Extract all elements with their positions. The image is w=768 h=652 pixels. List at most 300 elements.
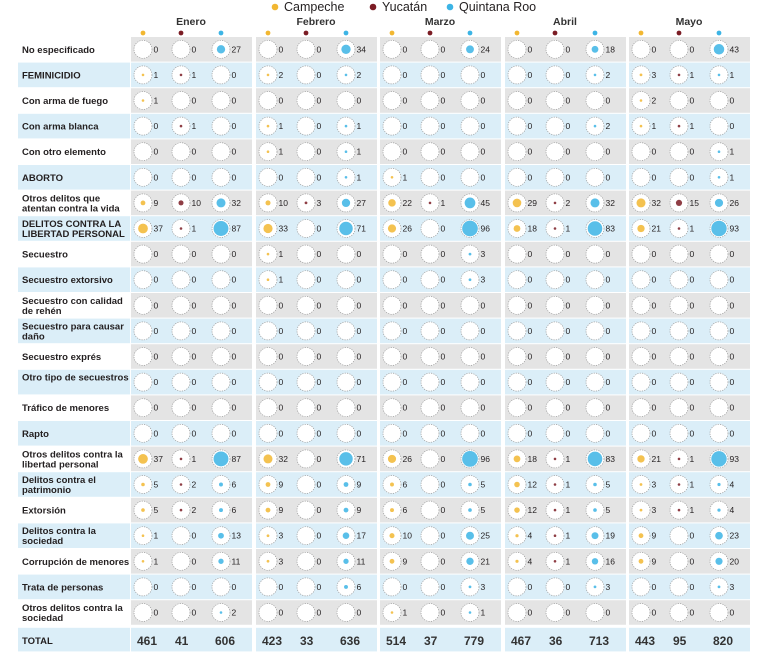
value-label-2-0-0: 1: [153, 95, 159, 106]
value-label-5-2-1: 0: [440, 172, 446, 183]
value-label-17-3-2: 5: [605, 479, 611, 490]
value-ring-14-1-0: [259, 399, 277, 417]
value-label-0-1-0: 0: [278, 44, 284, 55]
value-bubble-1-0-1: [180, 74, 183, 77]
value-bubble-1-4-1: [678, 74, 681, 77]
value-label-3-3-2: 2: [605, 121, 611, 132]
value-label-10-0-0: 0: [153, 300, 159, 311]
value-label-18-0-0: 5: [153, 505, 159, 516]
total-value-1-2: 636: [340, 633, 361, 648]
value-label-21-0-2: 0: [231, 581, 237, 592]
value-bubble-6-1-2: [342, 199, 350, 207]
series-dot-3-1: [553, 31, 558, 36]
value-ring-11-2-2: [461, 322, 479, 340]
value-ring-13-1-2: [337, 373, 355, 391]
value-ring-19-0-1: [172, 527, 190, 545]
value-label-21-4-0: 0: [651, 581, 657, 592]
value-bubble-6-4-1: [676, 200, 682, 206]
value-ring-10-4-0: [632, 296, 650, 314]
value-bubble-7-3-2: [588, 221, 603, 236]
value-bubble-6-2-1: [429, 202, 432, 205]
value-label-17-3-0: 12: [527, 479, 537, 490]
value-label-21-3-2: 3: [605, 581, 611, 592]
value-label-20-4-2: 20: [729, 556, 739, 567]
value-label-3-2-2: 0: [480, 121, 486, 132]
value-label-7-4-0: 21: [651, 223, 661, 234]
value-ring-10-4-2: [710, 296, 728, 314]
value-label-14-3-1: 0: [565, 402, 571, 413]
value-label-10-2-2: 0: [480, 300, 486, 311]
value-ring-18-2-1: [421, 501, 439, 519]
value-ring-9-0-2: [212, 271, 230, 289]
value-label-8-1-1: 0: [316, 249, 322, 260]
value-label-1-2-1: 0: [440, 69, 446, 80]
value-label-18-2-0: 6: [402, 505, 408, 516]
value-bubble-7-1-2: [339, 222, 352, 235]
value-bubble-7-0-0: [138, 224, 148, 234]
value-label-2-0-2: 0: [231, 95, 237, 106]
row-label-20: Corrupción de menores: [22, 556, 130, 568]
value-label-4-1-1: 0: [316, 146, 322, 157]
value-ring-5-3-2: [586, 168, 604, 186]
value-label-5-2-2: 0: [480, 172, 486, 183]
value-label-1-4-2: 1: [729, 69, 735, 80]
value-bubble-17-2-0: [390, 483, 394, 487]
value-label-18-4-2: 4: [729, 505, 735, 516]
value-label-10-1-1: 0: [316, 300, 322, 311]
value-ring-12-4-1: [670, 348, 688, 366]
value-ring-14-0-0: [134, 399, 152, 417]
value-label-3-0-0: 0: [153, 121, 159, 132]
value-ring-13-3-2: [586, 373, 604, 391]
value-bubble-7-1-0: [263, 224, 272, 233]
value-label-19-3-0: 4: [527, 530, 533, 541]
value-label-2-4-2: 0: [729, 95, 735, 106]
value-label-15-3-2: 0: [605, 428, 611, 439]
value-label-12-3-0: 0: [527, 351, 533, 362]
value-label-12-0-2: 0: [231, 351, 237, 362]
value-bubble-1-0-0: [142, 74, 145, 77]
value-bubble-18-3-2: [593, 508, 597, 512]
value-ring-11-1-1: [297, 322, 315, 340]
value-ring-8-0-0: [134, 245, 152, 263]
value-label-17-4-0: 3: [651, 479, 657, 490]
value-bubble-16-4-1: [678, 458, 681, 461]
value-label-6-2-0: 22: [402, 197, 412, 208]
value-ring-22-4-1: [670, 604, 688, 622]
value-label-22-4-1: 0: [689, 607, 695, 618]
value-bubble-19-3-2: [592, 532, 599, 539]
value-label-21-3-0: 0: [527, 581, 533, 592]
value-label-0-1-1: 0: [316, 44, 322, 55]
value-label-4-1-2: 1: [356, 146, 362, 157]
value-label-22-2-0: 1: [402, 607, 408, 618]
value-label-1-0-0: 1: [153, 69, 159, 80]
row-label-4: Con otro elemento: [22, 147, 106, 159]
value-ring-3-2-2: [461, 117, 479, 135]
value-label-7-4-1: 1: [689, 223, 695, 234]
value-ring-19-2-1: [421, 527, 439, 545]
value-label-12-3-1: 0: [565, 351, 571, 362]
value-bubble-16-0-0: [138, 454, 148, 464]
value-label-9-2-2: 3: [480, 274, 486, 285]
value-label-4-0-1: 0: [191, 146, 197, 157]
row-label-2: Con arma de fuego: [22, 96, 109, 107]
value-label-2-4-1: 0: [689, 95, 695, 106]
value-label-3-1-1: 0: [316, 121, 322, 132]
value-ring-4-1-1: [297, 143, 315, 161]
value-ring-2-1-1: [297, 92, 315, 110]
value-bubble-21-3-2: [594, 586, 597, 589]
value-bubble-4-4-2: [718, 150, 721, 153]
total-value-2-1: 37: [424, 633, 438, 648]
month-header-0: Enero: [176, 16, 206, 28]
value-label-16-2-0: 26: [402, 453, 412, 464]
value-bubble-7-4-0: [637, 225, 644, 232]
value-ring-9-1-1: [297, 271, 315, 289]
value-bubble-18-1-0: [266, 508, 271, 513]
value-label-19-0-2: 13: [231, 530, 241, 541]
value-label-15-3-1: 0: [565, 428, 571, 439]
value-bubble-20-2-2: [466, 558, 473, 565]
month-header-2: Marzo: [424, 16, 456, 28]
value-label-15-4-0: 0: [651, 428, 657, 439]
value-bubble-7-2-2: [462, 221, 478, 237]
value-label-10-4-2: 0: [729, 300, 735, 311]
value-bubble-18-2-0: [390, 508, 394, 512]
value-ring-22-1-2: [337, 604, 355, 622]
value-ring-9-2-0: [383, 271, 401, 289]
value-label-9-0-2: 0: [231, 274, 237, 285]
row-label-12: Secuestro exprés: [22, 352, 102, 363]
value-bubble-21-4-2: [718, 586, 721, 589]
value-bubble-5-2-0: [391, 176, 394, 179]
value-label-7-1-0: 33: [278, 223, 288, 234]
value-ring-12-4-0: [632, 348, 650, 366]
value-label-5-1-0: 0: [278, 172, 284, 183]
value-label-8-4-1: 0: [689, 249, 695, 260]
value-label-14-2-2: 0: [480, 402, 486, 413]
value-ring-15-0-2: [212, 424, 230, 442]
value-ring-14-2-2: [461, 399, 479, 417]
value-label-4-4-1: 0: [689, 146, 695, 157]
value-label-13-3-0: 0: [527, 377, 533, 388]
value-bubble-18-4-0: [640, 509, 643, 512]
value-label-5-4-0: 0: [651, 172, 657, 183]
value-ring-15-1-1: [297, 424, 315, 442]
value-ring-5-4-0: [632, 168, 650, 186]
value-ring-2-4-1: [670, 92, 688, 110]
value-bubble-6-4-2: [715, 199, 723, 207]
value-ring-9-3-1: [546, 271, 564, 289]
value-bubble-19-0-2: [218, 533, 224, 539]
value-bubble-6-0-1: [178, 200, 183, 205]
value-label-5-3-2: 0: [605, 172, 611, 183]
value-bubble-18-1-2: [344, 508, 349, 513]
value-bubble-16-1-2: [339, 452, 352, 465]
row-label-15: Rapto: [22, 428, 49, 440]
value-label-7-3-0: 18: [527, 223, 537, 234]
total-label: TOTAL: [22, 635, 53, 647]
value-bubble-20-2-0: [390, 559, 395, 564]
value-label-16-4-1: 1: [689, 453, 695, 464]
value-ring-20-1-1: [297, 552, 315, 570]
value-ring-12-0-1: [172, 348, 190, 366]
series-dot-2-1: [428, 31, 433, 36]
value-label-4-1-0: 1: [278, 146, 284, 157]
value-ring-21-1-1: [297, 578, 315, 596]
value-label-19-1-2: 17: [356, 530, 366, 541]
value-ring-4-2-2: [461, 143, 479, 161]
value-ring-11-3-2: [586, 322, 604, 340]
value-label-2-3-1: 0: [565, 95, 571, 106]
value-label-21-1-0: 0: [278, 581, 284, 592]
value-label-11-0-1: 0: [191, 325, 197, 336]
legend-label-0: Campeche: [284, 0, 345, 14]
value-ring-14-1-2: [337, 399, 355, 417]
value-bubble-5-1-2: [345, 176, 348, 179]
value-label-16-2-2: 96: [480, 453, 490, 464]
value-label-1-1-1: 0: [316, 69, 322, 80]
value-label-7-2-0: 26: [402, 223, 412, 234]
value-ring-8-4-0: [632, 245, 650, 263]
value-label-22-2-2: 1: [480, 607, 486, 618]
value-ring-2-2-1: [421, 92, 439, 110]
value-ring-1-1-1: [297, 66, 315, 84]
value-label-12-0-0: 0: [153, 351, 159, 362]
value-bubble-18-0-0: [141, 508, 145, 512]
value-bubble-19-4-0: [639, 533, 644, 538]
value-label-8-4-2: 0: [729, 249, 735, 260]
value-label-21-1-1: 0: [316, 581, 322, 592]
value-label-6-2-1: 1: [440, 197, 446, 208]
value-label-6-4-2: 26: [729, 197, 739, 208]
value-ring-0-3-0: [508, 40, 526, 58]
row-label-7-a: DELITOS CONTRA LA: [22, 219, 122, 230]
value-ring-9-0-0: [134, 271, 152, 289]
value-label-20-3-0: 4: [527, 556, 533, 567]
value-label-9-1-2: 0: [356, 274, 362, 285]
value-bubble-1-1-0: [267, 74, 270, 77]
value-bubble-17-3-2: [593, 483, 597, 487]
value-label-9-0-1: 0: [191, 274, 197, 285]
value-label-20-2-2: 21: [480, 556, 490, 567]
value-ring-13-4-1: [670, 373, 688, 391]
value-bubble-21-2-2: [469, 586, 472, 589]
value-ring-9-0-1: [172, 271, 190, 289]
value-ring-3-3-0: [508, 117, 526, 135]
value-ring-14-4-2: [710, 399, 728, 417]
value-ring-0-2-0: [383, 40, 401, 58]
value-bubble-18-3-1: [554, 509, 557, 512]
value-ring-11-0-0: [134, 322, 152, 340]
value-label-10-4-0: 0: [651, 300, 657, 311]
value-label-21-2-2: 3: [480, 581, 486, 592]
value-label-11-4-1: 0: [689, 325, 695, 336]
value-label-13-1-0: 0: [278, 377, 284, 388]
value-label-2-2-1: 0: [440, 95, 446, 106]
value-ring-0-2-1: [421, 40, 439, 58]
value-bubble-1-3-2: [594, 74, 597, 77]
value-label-15-2-2: 0: [480, 428, 486, 439]
value-label-4-3-2: 0: [605, 146, 611, 157]
value-ring-4-4-0: [632, 143, 650, 161]
value-label-8-1-2: 0: [356, 249, 362, 260]
value-label-10-1-0: 0: [278, 300, 284, 311]
value-label-12-2-2: 0: [480, 351, 486, 362]
value-label-17-4-2: 4: [729, 479, 735, 490]
value-ring-11-4-1: [670, 322, 688, 340]
value-label-3-4-1: 1: [689, 121, 695, 132]
value-bubble-1-1-2: [345, 74, 348, 77]
value-ring-0-4-1: [670, 40, 688, 58]
value-label-10-2-1: 0: [440, 300, 446, 311]
value-ring-9-2-1: [421, 271, 439, 289]
value-ring-0-1-1: [297, 40, 315, 58]
total-value-3-1: 36: [549, 633, 563, 648]
value-ring-4-4-1: [670, 143, 688, 161]
value-label-15-2-0: 0: [402, 428, 408, 439]
value-label-14-3-0: 0: [527, 402, 533, 413]
value-label-0-1-2: 34: [356, 44, 366, 55]
value-ring-13-0-1: [172, 373, 190, 391]
value-label-2-4-0: 2: [651, 95, 657, 106]
value-label-6-4-1: 15: [689, 197, 699, 208]
value-label-22-3-1: 0: [565, 607, 571, 618]
value-label-15-0-1: 0: [191, 428, 197, 439]
value-ring-2-1-0: [259, 92, 277, 110]
value-ring-22-1-1: [297, 604, 315, 622]
value-bubble-0-0-2: [217, 45, 225, 53]
series-dot-0-0: [141, 31, 146, 36]
value-label-10-3-1: 0: [565, 300, 571, 311]
value-label-0-3-1: 0: [565, 44, 571, 55]
value-ring-11-2-0: [383, 322, 401, 340]
value-ring-12-0-0: [134, 348, 152, 366]
value-ring-1-2-1: [421, 66, 439, 84]
value-label-0-2-0: 0: [402, 44, 408, 55]
value-label-16-3-2: 83: [605, 453, 615, 464]
series-dot-0-1: [179, 31, 184, 36]
row-label-21: Trata de personas: [22, 582, 104, 594]
value-label-21-2-1: 0: [440, 581, 446, 592]
value-label-19-0-1: 0: [191, 530, 197, 541]
value-ring-2-2-2: [461, 92, 479, 110]
value-label-19-2-2: 25: [480, 530, 490, 541]
value-bubble-7-4-1: [678, 227, 681, 230]
value-label-21-1-2: 6: [356, 581, 362, 592]
value-label-20-1-1: 0: [316, 556, 322, 567]
value-label-10-2-0: 0: [402, 300, 408, 311]
value-bubble-3-3-2: [594, 125, 597, 128]
value-label-0-2-2: 24: [480, 44, 490, 55]
value-label-6-3-1: 2: [565, 197, 571, 208]
value-label-18-0-1: 2: [191, 505, 197, 516]
value-ring-13-2-0: [383, 373, 401, 391]
value-label-22-4-0: 0: [651, 607, 657, 618]
value-label-11-0-0: 0: [153, 325, 159, 336]
value-bubble-20-3-0: [515, 560, 518, 563]
value-label-9-3-0: 0: [527, 274, 533, 285]
value-label-13-3-2: 0: [605, 377, 611, 388]
value-ring-12-3-1: [546, 348, 564, 366]
value-label-18-4-1: 1: [689, 505, 695, 516]
value-ring-22-4-0: [632, 604, 650, 622]
value-bubble-7-4-2: [711, 221, 726, 236]
value-label-4-2-2: 0: [480, 146, 486, 157]
value-label-7-3-1: 1: [565, 223, 571, 234]
value-bubble-17-0-0: [141, 483, 145, 487]
value-label-12-0-1: 0: [191, 351, 197, 362]
value-label-13-0-2: 0: [231, 377, 237, 388]
value-label-19-2-0: 10: [402, 530, 412, 541]
value-label-4-2-1: 0: [440, 146, 446, 157]
total-value-1-0: 423: [262, 633, 283, 648]
value-ring-8-4-2: [710, 245, 728, 263]
row-label-13-a: Otro tipo de secuestros: [22, 372, 129, 384]
row-label-8: Secuestro: [22, 249, 68, 261]
value-ring-12-3-2: [586, 348, 604, 366]
value-bubble-17-2-2: [468, 483, 472, 487]
value-label-21-0-0: 0: [153, 581, 159, 592]
value-ring-8-1-1: [297, 245, 315, 263]
value-ring-2-3-2: [586, 92, 604, 110]
month-header-1: Febrero: [296, 16, 336, 28]
value-label-14-4-1: 0: [689, 402, 695, 413]
value-ring-13-0-0: [134, 373, 152, 391]
value-bubble-0-1-2: [341, 45, 350, 54]
value-bubble-0-2-2: [466, 45, 474, 53]
value-ring-9-4-0: [632, 271, 650, 289]
value-label-13-1-1: 0: [316, 377, 322, 388]
value-ring-5-1-0: [259, 168, 277, 186]
value-label-0-3-2: 18: [605, 44, 615, 55]
value-label-13-4-2: 0: [729, 377, 735, 388]
value-ring-19-1-1: [297, 527, 315, 545]
value-ring-4-3-1: [546, 143, 564, 161]
value-bubble-18-2-2: [468, 508, 472, 512]
value-bubble-3-1-2: [345, 125, 348, 128]
value-label-20-3-2: 16: [605, 556, 615, 567]
value-ring-10-0-2: [212, 296, 230, 314]
value-ring-10-2-2: [461, 296, 479, 314]
value-ring-5-4-1: [670, 168, 688, 186]
total-value-0-2: 606: [215, 633, 236, 648]
value-label-15-4-2: 0: [729, 428, 735, 439]
total-value-3-2: 713: [589, 633, 610, 648]
value-ring-14-2-1: [421, 399, 439, 417]
row-label-18: Extorsión: [22, 505, 66, 517]
value-label-20-0-2: 11: [231, 556, 241, 567]
value-bubble-19-4-2: [715, 532, 723, 540]
value-label-15-1-1: 0: [316, 428, 322, 439]
value-bubble-0-3-2: [592, 46, 599, 53]
value-label-16-3-0: 18: [527, 453, 537, 464]
value-bubble-7-2-0: [388, 224, 396, 232]
value-label-19-4-2: 23: [729, 530, 739, 541]
value-label-3-1-0: 1: [278, 121, 284, 132]
value-label-13-4-1: 0: [689, 377, 695, 388]
value-ring-2-2-0: [383, 92, 401, 110]
value-bubble-16-4-0: [637, 455, 644, 462]
series-dot-2-0: [390, 31, 395, 36]
value-label-17-0-2: 6: [231, 479, 237, 490]
value-ring-11-1-2: [337, 322, 355, 340]
value-ring-10-1-1: [297, 296, 315, 314]
value-ring-4-2-1: [421, 143, 439, 161]
value-label-12-4-1: 0: [689, 351, 695, 362]
total-value-4-2: 820: [713, 633, 734, 648]
